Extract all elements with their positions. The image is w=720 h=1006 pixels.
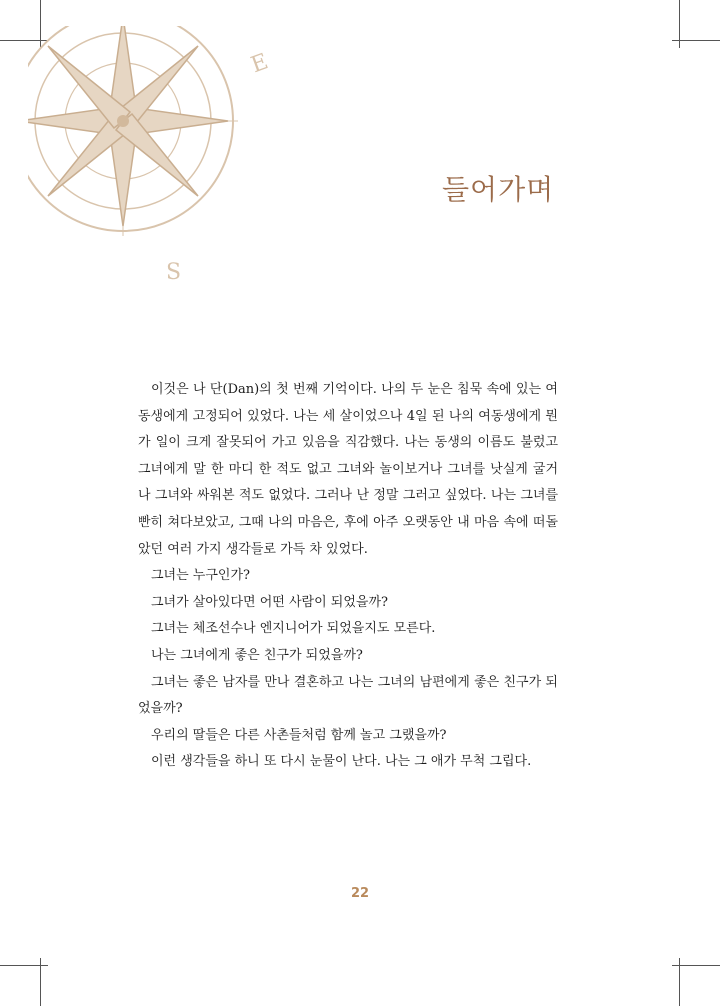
crop-mark-bottom-left-horizontal: [0, 965, 48, 966]
compass-letter-south: S: [166, 260, 182, 285]
paragraph-question-1: 그녀는 누구인가?: [151, 568, 251, 584]
crop-mark-bottom-right-horizontal: [672, 965, 720, 966]
paragraph-opening: 이것은 나 단(Dan)의 첫 번째 기억이다. 나의 두 눈은 침묵 속에 있는 여동생에게 고정되어 있었다. 나는 세 살이었으나 4일 된 나의 여동생에게 뭔가 일이 크게 잘못되어 가고 있음을 직감했다. 나는 동생의 이름도 불렀고 그녀에게 말 한 마디 한 적도 없고 그녀와 놀이보거나 그녀를 낫실게 굴거나 그녀와 싸워본 적도 없었다. 그러나 난 정말 그러고 싶었다. 나는 그녀를 빤히 쳐다보았고, 그때 나의 마음은, 후에 아주 오랫동안 내 마음 속에 떠돌았던 여러 가지 생각들로 가득 차 있었다.: [138, 382, 558, 557]
paragraph-statement-1: 그녀는 체조선수나 엔지니어가 되었을지도 모른다.: [151, 621, 436, 637]
paragraph-question-3: 나는 그녀에게 좋은 친구가 되었을까?: [151, 647, 363, 663]
paragraph-question-4: 그녀는 좋은 남자를 만나 결혼하고 나는 그녀의 남편에게 좋은 친구가 되었을까?: [138, 674, 558, 717]
paragraph-question-2: 그녀가 살아있다면 어떤 사람이 되었을까?: [151, 594, 388, 610]
chapter-title: 들어가며: [442, 173, 555, 206]
compass-letter-east: E: [247, 49, 272, 79]
compass-rose-icon: [28, 26, 288, 286]
paragraph-question-5: 우리의 딸들은 다른 사촌들처럼 함께 놀고 그랬을까?: [151, 727, 447, 743]
crop-mark-top-right-horizontal: [672, 40, 720, 41]
page-number: 22: [350, 886, 370, 901]
body-text: [138, 377, 558, 776]
paragraph-closing: 이런 생각들을 하니 또 다시 눈물이 난다. 나는 그 애가 무척 그립다.: [151, 754, 532, 770]
